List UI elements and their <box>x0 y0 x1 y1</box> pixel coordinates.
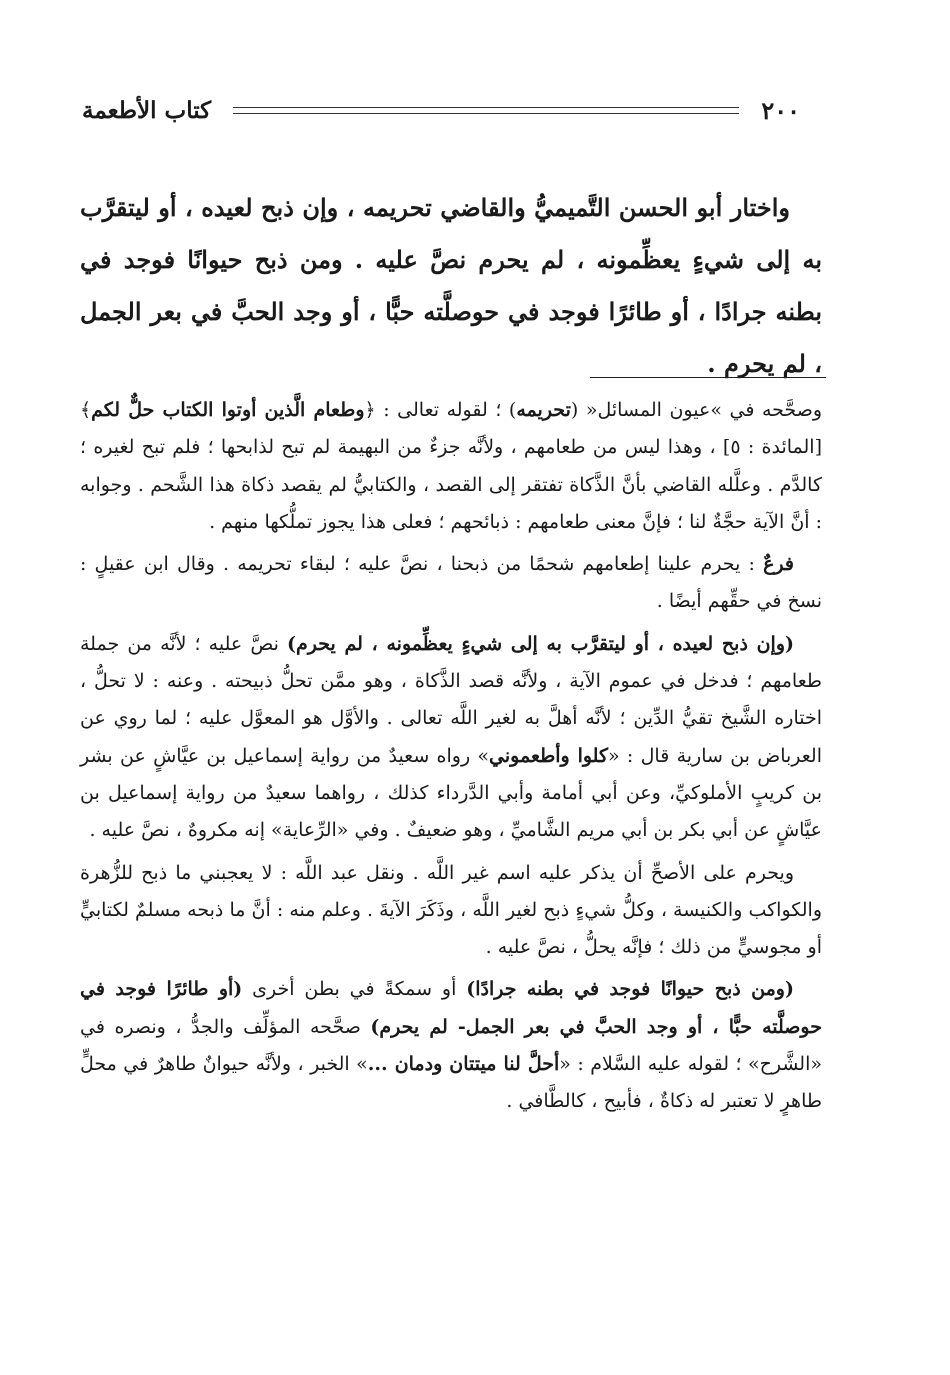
text-run: » الخبر ، ولأنَّه حيوانٌ طاهرٌ في محلٍّ طاهرٍ لا تعتبر له ذكاةٌ ، فأبيح ، كالطَّافي . <box>80 1053 822 1113</box>
main-text <box>80 182 822 390</box>
far-heading: فرعٌ <box>763 553 794 576</box>
quoted-matn: (ومن ذبح حيوانًا فوجد في بطنه جرادًا) <box>466 978 794 1001</box>
quoted-matn: (أو طائرًا فوجد في حوصلَّته حبًّا ، أو وجد الحبَّ في بعر الجمل- لم يحرم) <box>80 978 822 1038</box>
text-run: صحَّحه المؤلِّف والجدُّ ، ونصره في «الشَّرح» ؛ لقوله عليه السَّلام : « <box>80 1015 823 1076</box>
hadith-quote: أحلَّ لنا ميتتان ودمان ... <box>367 1053 560 1076</box>
commentary-paragraph-4 <box>80 855 822 967</box>
commentary <box>80 392 822 1126</box>
commentary-paragraph-5 <box>80 971 822 1120</box>
book-title: كتاب الأطعمة <box>82 96 212 124</box>
footnote-separator <box>590 377 826 378</box>
text-run: أو سمكةً في بطن أخرى <box>242 978 467 1001</box>
commentary-paragraph-3 <box>80 626 822 850</box>
text-run: ) ؛ لقوله تعالى : ﴿ <box>364 399 517 421</box>
commentary-paragraph-2 <box>80 546 822 621</box>
quran-verse: وطعام الَّذين أوتوا الكتاب حلٌّ لكم <box>91 399 365 421</box>
text-run: نصَّ عليه ؛ لأنَّه من جملة طعامهم ؛ فدخل في عموم الآية ، ولأنَّه قصد الذَّكاة ، وهو ممَّن تحلُّ ذبيحته . وعنه : لا تحلُّ ، اختاره الشَّيخ تقيُّ الدِّين ؛ لأنَّه أهلَّ به لغير اللَّه تعالى . والأوَّل هو المعوَّل عليه ؛ لما روي عن العرباض بن سارية قال : « <box>80 632 823 767</box>
text-run: » رواه سعيدٌ من رواية إسماعيل بن عيَّاشٍ عن بشر بن كريبٍ الأملوكيِّ، وعن أبي أمامة وأبي الدَّرداء كذلك ، رواهما سعيدٌ من رواية إسماعيل بن عيَّاشٍ عن أبي بكر بن أبي مريم الشَّاميِّ ، وهو ضعيفٌ . وفي «الرِّعاية» إنه مكروهٌ ، نصَّ عليه . <box>80 744 822 842</box>
header-double-rule <box>233 107 739 114</box>
page-number: ٢٠٠ <box>761 95 800 125</box>
text-run: : يحرم علينا إطعامهم شحمًا من ذبحنا ، نصَّ عليه ؛ لبقاء تحريمه . وقال ابن عقيلٍ : نسخ في حقِّهم أيضًا . <box>80 553 822 613</box>
main-text-paragraph: واختار أبو الحسن التَّميميُّ والقاضي تحريمه ، وإن ذبح لعيده ، أو ليتقرَّب به إلى شيءٍ يعظِّمونه ، لم يحرم نصَّ عليه . ومن ذبح حيوانًا فوجد في بطنه جرادًا ، أو طائرًا فوجد في حوصلَّته حبًّا ، أو وجد الحبَّ في بعر الجمل ، لم يحرم . <box>80 193 822 378</box>
hadith-quote: كلوا وأطعموني <box>489 744 609 767</box>
text-run: ﴾ [المائدة : ٥] ، وهذا ليس من طعامهم ، ولأنَّه جزءٌ من البهيمة لم تبح لذابحها ؛ فلم تبح لغيره ؛ كالدَّم . وعلَّله القاضي بأنَّ الذَّكاة تفتقر إلى القصد ، والكتابيُّ لم يقصد ذكاة هذا الشَّحم . وجوابه : أنَّ الآية حجَّةٌ لنا ؛ فإنَّ معنى طعامهم : ذبائحهم ؛ فعلى هذا يجوز تملُّكها منهم . <box>80 399 822 533</box>
commentary-paragraph-1 <box>80 392 822 541</box>
quoted-matn: (وإن ذبح لعيده ، أو ليتقرَّب به إلى شيءٍ يعظِّمونه ، لم يحرم) <box>287 632 795 655</box>
quoted-matn: تحريمه <box>516 399 571 421</box>
text-run: وصحَّحه في »عيون المسائل« ( <box>570 399 823 421</box>
page-header <box>82 88 800 132</box>
text-run: ويحرم على الأصحِّ أن يذكر عليه اسم غير اللَّه . ونقل عبد اللَّه : لا يعجبني ما ذبح للزُّهرة والكواكب والكنيسة ، وكلُّ شيءٍ ذبح لغير اللَّه ، وذَكَرَ الآيةَ . وعلم منه : أنَّ ما ذبحه مسلمٌ لكتابيٍّ أو مجوسيٍّ من ذلك ؛ فإنَّه يحلُّ ، نصَّ عليه . <box>80 861 822 959</box>
